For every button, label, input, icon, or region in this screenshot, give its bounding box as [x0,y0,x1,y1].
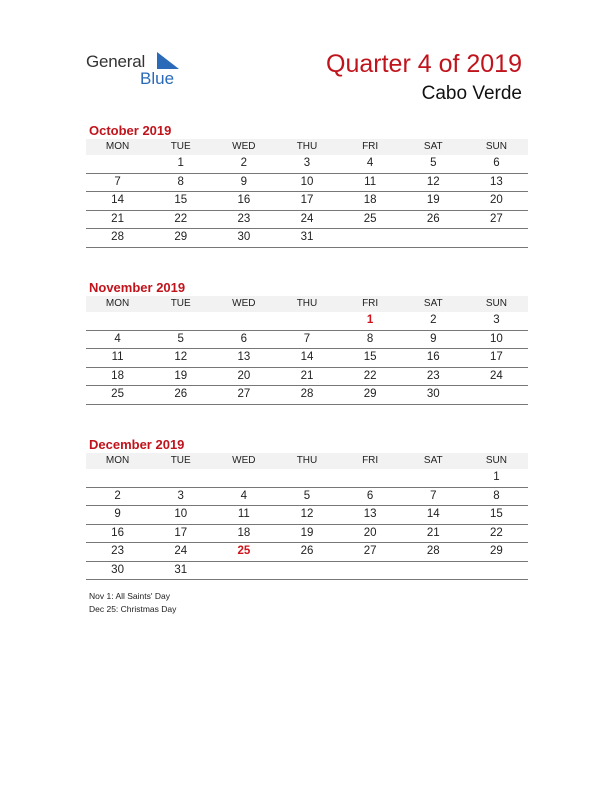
weekday-label: WED [212,453,275,469]
day-cell: 10 [465,330,528,349]
empty-day-cell [402,561,465,580]
month-title: October 2019 [89,123,172,138]
weekday-label: FRI [339,453,402,469]
weekday-label: SUN [465,139,528,155]
day-cell: 28 [275,386,338,405]
empty-day-cell [402,229,465,248]
weekday-label: SUN [465,453,528,469]
day-cell: 3 [275,155,338,173]
day-cell: 4 [212,487,275,506]
weekday-label: WED [212,139,275,155]
logo-text-blue: Blue [140,69,175,88]
day-cell: 9 [86,506,149,525]
day-cell: 21 [86,210,149,229]
weekday-header-row [86,139,528,155]
day-cell: 29 [149,229,212,248]
day-cell: 1 [149,155,212,173]
week-row [86,469,528,487]
week-row [86,210,528,229]
day-cell: 16 [402,349,465,368]
empty-day-cell [212,561,275,580]
day-cell: 15 [465,506,528,525]
day-cell: 7 [275,330,338,349]
day-cell: 23 [86,543,149,562]
day-cell: 15 [149,192,212,211]
empty-day-cell [86,312,149,330]
day-cell: 1 [465,469,528,487]
weekday-label: MON [86,453,149,469]
weekday-label: FRI [339,139,402,155]
weekday-label: WED [212,296,275,312]
month-title: December 2019 [89,437,185,452]
empty-day-cell [339,229,402,248]
day-cell: 8 [465,487,528,506]
weekday-label: SAT [402,296,465,312]
day-cell: 16 [212,192,275,211]
day-cell: 30 [86,561,149,580]
day-cell: 9 [402,330,465,349]
empty-day-cell [149,469,212,487]
day-cell: 8 [339,330,402,349]
empty-day-cell [275,469,338,487]
logo-triangle-icon [157,52,179,69]
day-cell: 9 [212,173,275,192]
day-cell: 21 [275,367,338,386]
day-cell: 11 [212,506,275,525]
day-cell: 19 [275,524,338,543]
day-cell: 1 [339,312,402,330]
day-cell: 13 [465,173,528,192]
day-cell: 25 [339,210,402,229]
weekday-label: SUN [465,296,528,312]
day-cell: 24 [275,210,338,229]
weekday-label: TUE [149,453,212,469]
day-cell: 25 [212,543,275,562]
day-cell: 18 [339,192,402,211]
day-cell: 19 [402,192,465,211]
week-row [86,386,528,405]
empty-day-cell [149,312,212,330]
day-cell: 21 [402,524,465,543]
day-cell: 4 [339,155,402,173]
day-cell: 30 [212,229,275,248]
day-cell: 18 [86,367,149,386]
day-cell: 12 [402,173,465,192]
day-cell: 5 [275,487,338,506]
brand-logo [86,50,186,90]
day-cell: 14 [86,192,149,211]
holiday-note: Dec 25: Christmas Day [89,604,177,614]
day-cell: 2 [212,155,275,173]
empty-day-cell [339,469,402,487]
day-cell: 26 [402,210,465,229]
empty-day-cell [275,312,338,330]
day-cell: 6 [212,330,275,349]
day-cell: 12 [275,506,338,525]
day-cell: 27 [465,210,528,229]
day-cell: 31 [275,229,338,248]
day-cell: 25 [86,386,149,405]
week-row [86,155,528,173]
weekday-label: THU [275,139,338,155]
quarter-title: Quarter 4 of 2019 [326,50,522,78]
day-cell: 20 [212,367,275,386]
empty-day-cell [339,561,402,580]
day-cell: 6 [339,487,402,506]
day-cell: 22 [339,367,402,386]
day-cell: 12 [149,349,212,368]
day-cell: 2 [402,312,465,330]
week-row [86,349,528,368]
day-cell: 24 [149,543,212,562]
day-cell: 29 [339,386,402,405]
week-row [86,367,528,386]
week-row [86,229,528,248]
day-cell: 6 [465,155,528,173]
day-cell: 20 [339,524,402,543]
day-cell: 10 [275,173,338,192]
week-row [86,561,528,580]
calendar-table [86,296,528,405]
weekday-label: MON [86,296,149,312]
holiday-note: Nov 1: All Saints' Day [89,591,170,601]
day-cell: 30 [402,386,465,405]
empty-day-cell [465,229,528,248]
empty-day-cell [86,469,149,487]
weekday-label: SAT [402,139,465,155]
day-cell: 23 [402,367,465,386]
empty-day-cell [86,155,149,173]
week-row [86,524,528,543]
month-title: November 2019 [89,280,186,295]
day-cell: 26 [275,543,338,562]
day-cell: 27 [339,543,402,562]
logo-text-general: General [86,52,146,71]
day-cell: 3 [465,312,528,330]
empty-day-cell [402,469,465,487]
day-cell: 31 [149,561,212,580]
day-cell: 4 [86,330,149,349]
day-cell: 22 [465,524,528,543]
day-cell: 10 [149,506,212,525]
day-cell: 13 [339,506,402,525]
month-block-december [86,436,528,580]
weekday-label: THU [275,296,338,312]
day-cell: 19 [149,367,212,386]
weekday-label: FRI [339,296,402,312]
day-cell: 7 [86,173,149,192]
day-cell: 18 [212,524,275,543]
weekday-label: MON [86,139,149,155]
empty-day-cell [465,561,528,580]
weekday-header-row [86,453,528,469]
calendar-table [86,139,528,248]
week-row [86,487,528,506]
weekday-header-row [86,296,528,312]
day-cell: 29 [465,543,528,562]
day-cell: 24 [465,367,528,386]
week-row [86,330,528,349]
day-cell: 23 [212,210,275,229]
calendar-table [86,453,528,580]
day-cell: 28 [86,229,149,248]
day-cell: 5 [402,155,465,173]
weekday-label: SAT [402,453,465,469]
week-row [86,543,528,562]
month-block-october [86,122,528,248]
day-cell: 5 [149,330,212,349]
day-cell: 17 [149,524,212,543]
day-cell: 27 [212,386,275,405]
week-row [86,173,528,192]
day-cell: 11 [86,349,149,368]
weekday-label: TUE [149,296,212,312]
day-cell: 2 [86,487,149,506]
day-cell: 11 [339,173,402,192]
empty-day-cell [275,561,338,580]
day-cell: 26 [149,386,212,405]
day-cell: 17 [465,349,528,368]
weekday-label: THU [275,453,338,469]
empty-day-cell [212,469,275,487]
day-cell: 20 [465,192,528,211]
weekday-label: TUE [149,139,212,155]
day-cell: 15 [339,349,402,368]
month-block-november [86,279,528,405]
day-cell: 14 [402,506,465,525]
day-cell: 8 [149,173,212,192]
empty-day-cell [212,312,275,330]
country-name: Cabo Verde [421,83,522,104]
week-row [86,312,528,330]
day-cell: 28 [402,543,465,562]
day-cell: 14 [275,349,338,368]
empty-day-cell [465,386,528,405]
day-cell: 13 [212,349,275,368]
day-cell: 16 [86,524,149,543]
day-cell: 3 [149,487,212,506]
day-cell: 7 [402,487,465,506]
week-row [86,192,528,211]
holiday-notes [89,590,176,616]
day-cell: 17 [275,192,338,211]
week-row [86,506,528,525]
day-cell: 22 [149,210,212,229]
